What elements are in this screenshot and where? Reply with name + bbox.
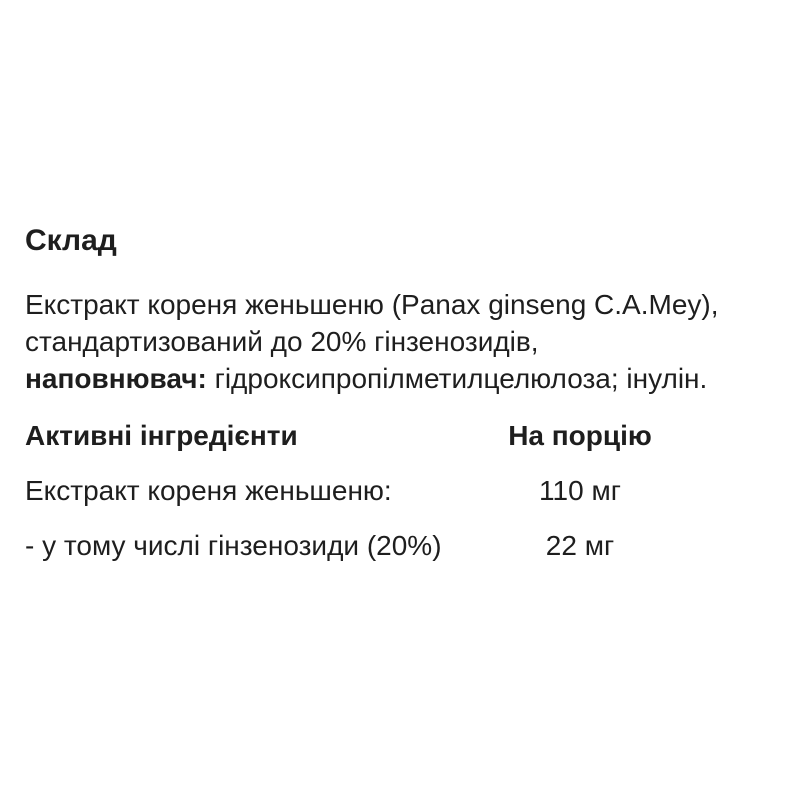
composition-section <box>25 226 790 586</box>
ingredient-name: Екстракт кореня женьшеню: <box>25 475 392 506</box>
filler-label: наповнювач: <box>25 363 207 394</box>
composition-line-2: стандартизований до 20% гінзенозидів, <box>25 326 539 357</box>
filler-text: гідроксипропілметилцелюлоза; інулін. <box>206 363 708 394</box>
ingredient-amount: 110 мг <box>539 475 621 506</box>
table-header-row <box>25 421 790 451</box>
header-active-ingredients: Активні інгредієнти <box>25 420 298 451</box>
ingredient-name: - у тому числі гінзенозиди (20%) <box>25 530 442 561</box>
header-per-serving: На порцію <box>508 420 652 451</box>
composition-paragraph <box>25 286 790 397</box>
composition-line-1: Екстракт кореня женьшеню (Panax ginseng C.A.Mey), <box>25 289 719 320</box>
ingredients-table <box>25 421 790 561</box>
table-row <box>25 531 790 561</box>
composition-heading: Склад <box>25 224 117 257</box>
composition-line-3 <box>25 360 790 397</box>
ingredient-amount: 22 мг <box>545 530 615 561</box>
table-row <box>25 476 790 506</box>
